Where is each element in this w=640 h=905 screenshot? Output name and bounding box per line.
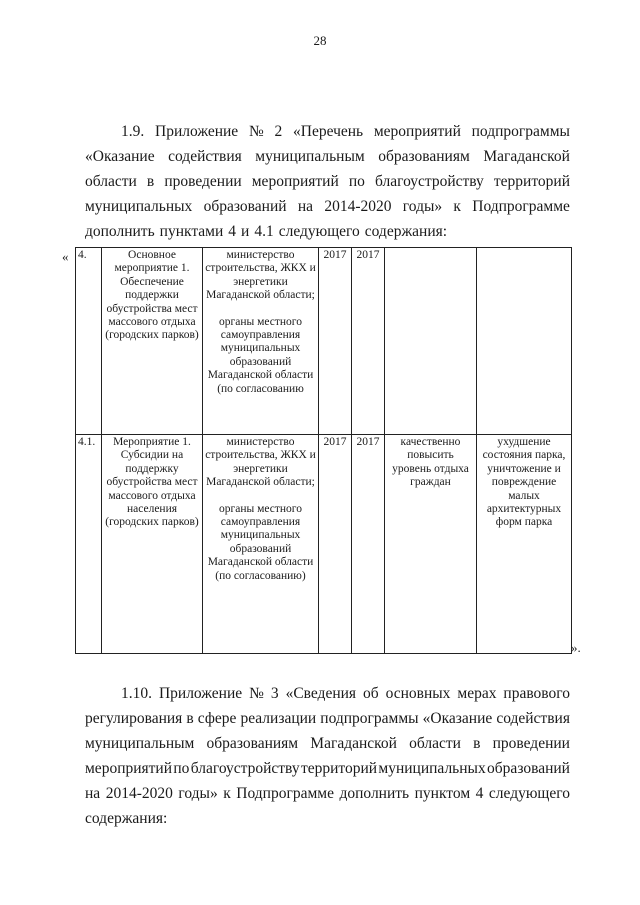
row-number: 4. [76, 248, 102, 435]
word: в [473, 735, 481, 752]
word: 1.10. [121, 685, 152, 702]
measures-table [75, 247, 572, 654]
table-close-quote: ». [571, 640, 581, 655]
word: 4 [475, 785, 484, 802]
word: 2014-2020 [324, 198, 392, 215]
text-line [85, 731, 570, 756]
text-line [85, 781, 570, 806]
word: пунктом [414, 785, 471, 802]
word: «Сведения [285, 685, 357, 702]
word: годы» [402, 198, 443, 215]
word: образованиям [206, 735, 299, 752]
non-implementation-consequence: ухудшение состояния парка, уничтожение и повреждение малых архитектурных форм парка [477, 435, 572, 654]
word: на [297, 198, 314, 215]
word: мероприятий [85, 760, 173, 777]
word: следующего [278, 223, 360, 240]
word: области [85, 173, 137, 190]
word: муниципальных [85, 198, 193, 215]
word: области [409, 735, 461, 752]
text-line [85, 144, 570, 169]
word: реализации [240, 710, 317, 727]
word: благоустройству [190, 760, 300, 777]
text-line [85, 219, 570, 244]
word: 1.9. [121, 123, 145, 140]
word: содействия [496, 710, 570, 727]
word: Подпрограмме [236, 785, 334, 802]
word: содействия [168, 148, 242, 165]
start-year: 2017 [319, 248, 352, 435]
text-line [85, 806, 570, 831]
word: «Оказание [422, 710, 493, 727]
word: подпрограммы [471, 123, 570, 140]
word: Магаданской [483, 148, 570, 165]
word: территорий [493, 173, 570, 190]
text-line [85, 194, 570, 219]
word: мерах [457, 685, 497, 702]
word: 3 [270, 685, 279, 702]
word: образованиям [378, 148, 470, 165]
word: подпрограммы [320, 710, 419, 727]
word: благоустройству [374, 173, 484, 190]
word: Приложение [155, 123, 239, 140]
word: следующего [488, 785, 570, 802]
word: на [85, 785, 101, 802]
word: годы» [178, 785, 218, 802]
word: содержания: [85, 810, 168, 827]
word: к [453, 198, 461, 215]
word: территорий [300, 760, 378, 777]
page-number: 28 [313, 33, 327, 48]
word: 2 [274, 123, 283, 140]
word: в [146, 173, 155, 190]
executor-local-authorities: органы местного самоуправления муниципальных образований Магаданской области (по согласованию [207, 315, 314, 395]
end-year: 2017 [352, 435, 385, 654]
table-row [76, 435, 572, 654]
measure-name: Мероприятие 1. Субсидии на поддержку обустройства мест массового отдыха населения (городских парков) [102, 435, 203, 654]
word: «Перечень [293, 123, 364, 140]
measure-name: Основное мероприятие 1. Обеспечение поддержки обустройства мест массового отдыха (городских парков) [102, 248, 203, 435]
word: содержания: [364, 223, 448, 240]
word: по [348, 173, 365, 190]
table-row [76, 248, 572, 435]
end-year: 2017 [352, 248, 385, 435]
text-line [85, 169, 570, 194]
executor-local-authorities: органы местного самоуправления муниципальных образований Магаданской области (по согласованию) [207, 502, 314, 582]
word: к [223, 785, 231, 802]
word: № [249, 685, 264, 702]
table-open-quote: « [62, 249, 69, 264]
word: образований [487, 760, 570, 777]
word: проведении [164, 173, 242, 190]
paragraph-1-10 [85, 681, 570, 831]
text-line [85, 119, 570, 144]
word: 4 [228, 223, 237, 240]
word: пунктами [159, 223, 224, 240]
word: Магаданской [310, 735, 397, 752]
executor-ministry: министерство строительства, ЖКХ и энергетики Магаданской области; [205, 436, 316, 489]
word: мероприятий [373, 123, 461, 140]
word: 2014-2020 [105, 785, 173, 802]
word: в [186, 710, 194, 727]
executor-cell [203, 435, 319, 654]
text-line [85, 756, 570, 781]
row-number: 4.1. [76, 435, 102, 654]
word: образований [203, 198, 287, 215]
word: муниципальных [378, 760, 486, 777]
word: дополнить [339, 785, 410, 802]
executor-cell [203, 248, 319, 435]
expected-result [385, 248, 477, 435]
word: и [241, 223, 250, 240]
word: муниципальным [255, 148, 365, 165]
word: правового [503, 685, 570, 702]
word: по [173, 760, 190, 777]
word: проведении [492, 735, 570, 752]
start-year: 2017 [319, 435, 352, 654]
word: Приложение [158, 685, 243, 702]
word: регулирования [85, 710, 183, 727]
word: мероприятий [251, 173, 339, 190]
word: 4.1 [254, 223, 274, 240]
word: муниципальным [85, 735, 195, 752]
word: «Оказание [85, 148, 155, 165]
word: № [248, 123, 264, 140]
word: сфере [197, 710, 237, 727]
expected-result: качественно повысить уровень отдыха граждан [385, 435, 477, 654]
word: Подпрограмме [472, 198, 570, 215]
non-implementation-consequence [477, 248, 572, 435]
word: основных [385, 685, 451, 702]
word: дополнить [85, 223, 155, 240]
paragraph-1-9 [85, 119, 570, 244]
text-line [85, 706, 570, 731]
text-line [85, 681, 570, 706]
word: об [363, 685, 379, 702]
executor-ministry: министерство строительства, ЖКХ и энергетики Магаданской области; [205, 249, 316, 302]
